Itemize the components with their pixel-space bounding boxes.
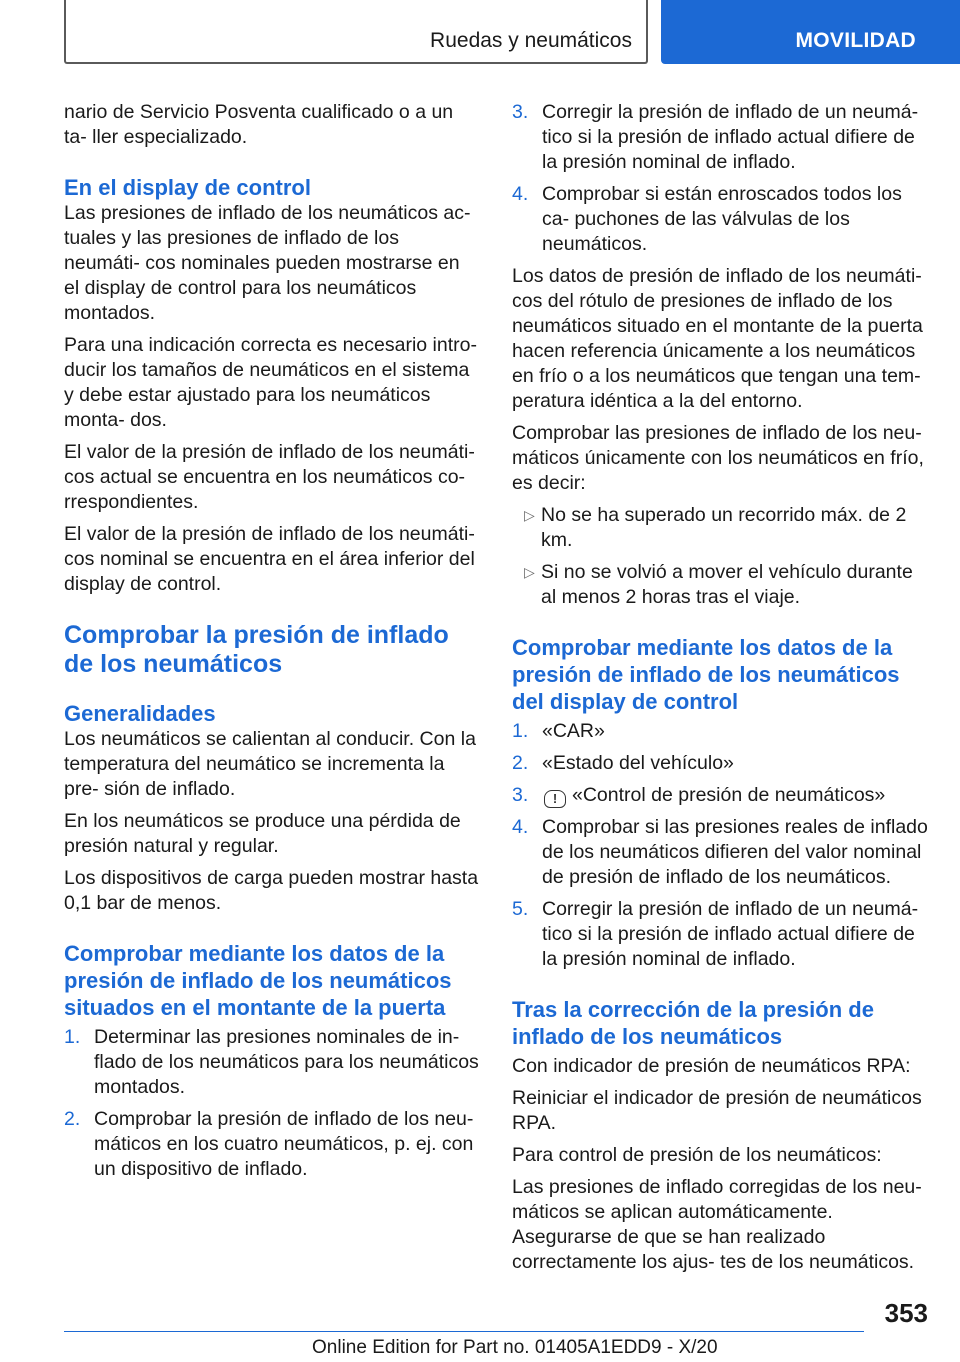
general-paragraph-1: Los neumáticos se calientan al conducir. Con la temperatura del neumático se incrementa la pre‐ sión de inflado. [64,728,476,800]
after-paragraph-3: Para control de presión de los neumáticos: [512,1144,882,1166]
list-item: 1. Determinar las presiones nominales de in‐ flado de los neumáticos para los neumáticos montados. [64,1026,479,1098]
list-item: ▷ Si no se volvió a mover el vehículo durante al menos 2 horas tras el viaje. [524,561,913,608]
list-item: 2. «Estado del vehículo» [512,752,734,774]
triangle-bullet-icon: ▷ [524,507,535,523]
cold-tires-paragraph: Los datos de presión de inflado de los neumáti‐ cos del rótulo de presiones de inflado de los neumáticos situado en el montante de la puerta hacen referencia únicamente a los neumáticos en frío o a los neumáticos que tengan una tem‐ peratura idéntica a la del entorno. [512,265,923,412]
list-item: 4. Comprobar si están enroscados todos los ca‐ puchones de las válvulas de los neumáticos. [512,183,902,255]
after-paragraph-4: Las presiones de inflado corregidas de los neu‐ máticos se aplican automáticamente. Asegurarse de que se han realizado correctamente los ajus‐ tes de los neumáticos. [512,1176,922,1273]
general-heading: Generalidades [64,701,216,726]
list-item: 5. Corregir la presión de inflado de un neumá‐ tico si la presión de inflado actual difiere de la presión nominal de inflado. [512,898,919,970]
chapter-title: MOVILIDAD [795,29,916,52]
right-column [512,100,930,1282]
list-item: 3. Corregir la presión de inflado de un neumá‐ tico si la presión de inflado actual difiere de la presión nominal de inflado. [512,101,919,173]
after-paragraph-2: Reiniciar el indicador de presión de neumáticos RPA. [512,1087,922,1134]
display-paragraph-4: El valor de la presión de inflado de los neumáti‐ cos nominal se encuentra en el área inferior del display de control. [64,523,475,595]
door-steps-list [64,1025,480,1182]
after-paragraph-1: Con indicador de presión de neumáticos RPA: [512,1055,911,1077]
display-check-steps [512,719,930,972]
list-item: ▷ No se ha superado un recorrido máx. de 2 km. [524,504,907,551]
door-heading: Comprobar mediante los datos de la presión de inflado de los neumáticos situados en el montante de la puerta [64,941,452,1020]
left-column [64,100,480,1189]
display-paragraph-2: Para una indicación correcta es necesario intro‐ ducir los tamaños de neumáticos en el sistema y debe estar ajustado para los neumáticos monta‐ dos. [64,334,477,431]
display-paragraph-1: Las presiones de inflado de los neumáticos ac‐ tuales y las presiones de inflado de los neumáti‐ cos nominales pueden mostrarse en el display de control para los neumáticos montados. [64,202,471,324]
display-paragraph-3: El valor de la presión de inflado de los neumáti‐ cos actual se encuentra en los neumáticos co‐ rrespondientes. [64,441,475,513]
triangle-bullet-icon: ▷ [524,564,535,580]
list-item: 2. Comprobar la presión de inflado de los neu‐ máticos en los cuatro neumáticos, p. ej. con un dispositivo de inflado. [64,1108,474,1180]
list-item: 1. «CAR» [512,720,605,742]
check-heading: Comprobar la presión de inflado de los neumáticos [64,621,449,678]
conditions-list [512,503,930,610]
list-item: 4. Comprobar si las presiones reales de inflado de los neumáticos difieren del valor nominal de presión de inflado de los neumáticos. [512,816,928,888]
header-section-box [64,0,648,64]
check-cold-paragraph: Comprobar las presiones de inflado de los neu‐ máticos únicamente con los neumáticos en frío, es decir: [512,422,924,494]
intro-paragraph: nario de Servicio Posventa cualificado o a un ta‐ ller especializado. [64,101,454,148]
tire-pressure-warning-icon: ! [544,790,566,808]
list-item: 3. ! «Control de presión de neumáticos» [512,784,886,806]
section-title: Ruedas y neumáticos [430,29,632,52]
general-paragraph-3: Los dispositivos de carga pueden mostrar hasta 0,1 bar de menos. [64,867,479,914]
general-paragraph-2: En los neumáticos se produce una pérdida de presión natural y regular. [64,810,461,857]
display-check-heading: Comprobar mediante los datos de la presión de inflado de los neumáticos del display de control [512,635,900,714]
footer-edition: Online Edition for Part no. 01405A1EDD9 - X/20 [312,1337,718,1358]
chapter-tab[interactable] [661,0,960,64]
after-correction-heading: Tras la corrección de la presión de inflado de los neumáticos [512,997,874,1049]
footer-divider [64,1331,864,1332]
display-heading: En el display de control [64,175,311,200]
page-number: 353 [884,1298,928,1328]
door-steps-continued [512,100,930,257]
